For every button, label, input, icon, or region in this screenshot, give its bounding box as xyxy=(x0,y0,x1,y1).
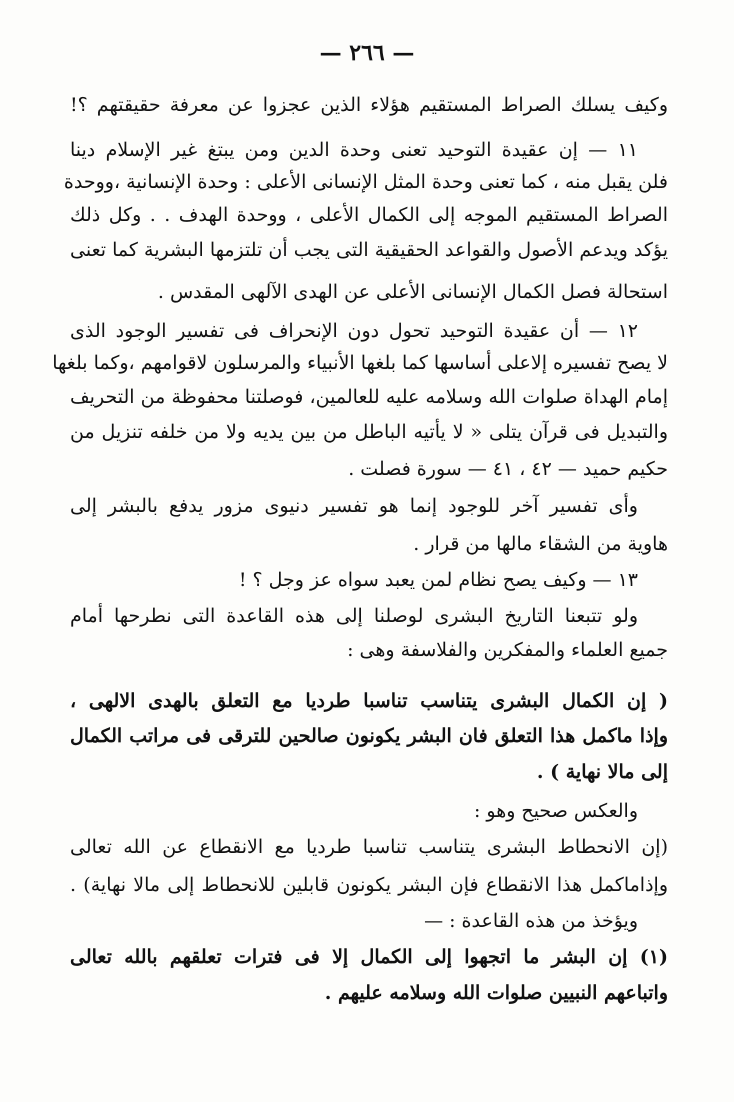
text-line-9: إمام الهداة صلوات الله وسلامه عليه للعالمين، فوصلتنا محفوظة من التحريف xyxy=(70,386,668,408)
text-line-25: واتباعهم النبيين صلوات الله وسلامه عليهم . xyxy=(324,982,668,1004)
text-line-3: فلن يقبل منه ، كما تعنى وحدة المثل الإنسانى الأعلى : وحدة الإنسانية ،ووحدة xyxy=(63,171,668,193)
text-line-16: جميع العلماء والمفكرين والفلاسفة وهى : xyxy=(347,639,668,661)
text-line-14: ١٣ — وكيف يصح نظام لمن يعبد سواه عز وجل ؟ ! xyxy=(238,569,638,591)
quote-line-3: إلى مالا نهاية ) . xyxy=(536,761,668,783)
text-line-2: ١١ — إن عقيدة التوحيد تعنى وحدة الدين ومن يبتغ غير الإسلام دينا xyxy=(70,139,638,161)
text-line-22: وإذاماكمل هذا الانقطاع فإن البشر يكونون قابلين للانحطاط إلى مالا نهاية) . xyxy=(70,874,668,896)
text-line-5: يؤكد ويدعم الأصول والقواعد الحقيقية التى يجب أن تلتزمها البشرية كما تعنى xyxy=(70,239,668,261)
text-line-24: (١) إن البشر ما اتجهوا إلى الكمال إلا فى فترات تعلقهم بالله تعالى xyxy=(70,946,668,968)
page-number: — ٢٦٦ — xyxy=(319,40,415,66)
text-line-6: استحالة فصل الكمال الإنسانى الأعلى عن الهدى الآلهى المقدس . xyxy=(157,281,668,303)
text-line-4: الصراط المستقيم الموجه إلى الكمال الأعلى ، ووحدة الهدف . . وكل ذلك xyxy=(70,204,668,226)
quote-line-1: ( إن الكمال البشرى يتناسب تناسبا طرديا مع التعلق بالهدى الالهى ، xyxy=(70,690,668,712)
text-line-8: لا يصح تفسيره إلاعلى أساسها كما بلغها الأنبياء والمرسلون لاقوامهم ،وكما بلغها xyxy=(52,352,668,374)
text-line-7: ١٢ — أن عقيدة التوحيد تحول دون الإنحراف فى تفسير الوجود الذى xyxy=(70,320,638,342)
text-line-10: والتبديل فى قرآن يتلى « لا يأتيه الباطل من بين يديه ولا من خلفه تنزيل من xyxy=(70,421,668,443)
text-line-12: وأى تفسير آخر للوجود إنما هو تفسير دنيوى مزور يدفع بالبشر إلى xyxy=(70,495,638,517)
text-line-20: والعكس صحيح وهو : xyxy=(473,800,638,822)
text-line-11: حكيم حميد — ٤٢ ، ٤١ — سورة فصلت . xyxy=(348,458,668,480)
quote-line-2: وإذا ماكمل هذا التعلق فان البشر يكونون صالحين للترقى فى مراتب الكمال xyxy=(70,725,668,747)
text-line-1: وكيف يسلك الصراط المستقيم هؤلاء الذين عجزوا عن معرفة حقيقتهم ؟! xyxy=(70,94,668,116)
text-line-21: (إن الانحطاط البشرى يتناسب تناسبا طرديا مع الانقطاع عن الله تعالى xyxy=(70,836,668,858)
text-line-13: هاوية من الشقاء مالها من قرار . xyxy=(413,533,668,555)
text-line-15: ولو تتبعنا التاريخ البشرى لوصلنا إلى هذه القاعدة التى نطرحها أمام xyxy=(70,605,638,627)
text-line-23: ويؤخذ من هذه القاعدة : — xyxy=(424,910,638,932)
